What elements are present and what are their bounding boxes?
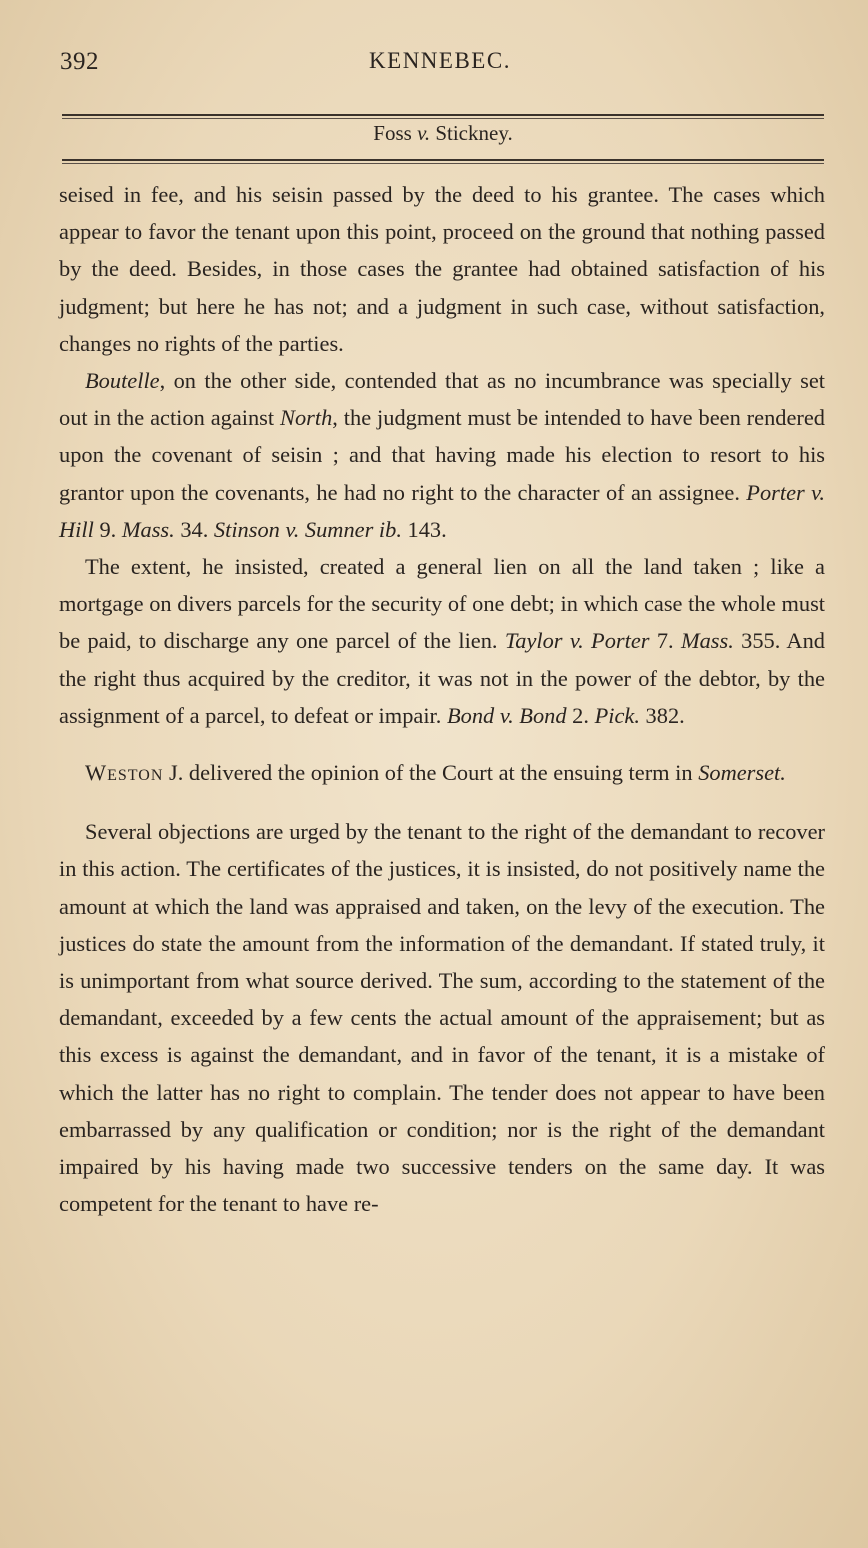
case-party-2: Stickney. (435, 121, 513, 145)
citation-porter-v-hill: Porter v. Hill (59, 479, 826, 542)
judge-name: Weston (85, 760, 164, 786)
paragraph-opinion: Several objections are urged by the tenant to the right of the demandant to recover in this action. The certificates of the justices, it is insisted, do not positively name the amount at which the land was appraised and taken, on the levy of the execution. The justices do state the amount from the information of the demandant. If stated truly, it is unimportant from what source derived. The sum, according to the statement of the demandant, exceeded by a few cents the actual amount of the appraisement; but as this excess is against the demandant, and in favor of the tenant, it is a mistake of which the latter has no right to complain. The tender does not appear to have been embarrassed by any qualification or condition; nor is the right of the demandant impaired by his having made two successive tenders on the same day. It was competent for the tenant to have re- (59, 819, 825, 1217)
citation-reporter-pick: Pick. (594, 702, 640, 728)
citation-reporter-mass: Mass. (121, 516, 175, 542)
citation-volume: 9. (93, 516, 122, 542)
citation-volume-2: 2. (566, 702, 595, 728)
citation-stinson-v-sumner: Stinson v. Sumner ib. (213, 516, 402, 542)
counsel-name: Boutelle (85, 368, 160, 394)
case-party-1: Foss (373, 121, 412, 145)
paragraph-3-text-b: 355. And the right thus acquired by the creditor, it was not in the power of the debtor, by the assignment of a parcel, to defeat or impair. (59, 628, 825, 728)
case-title (62, 121, 824, 146)
citation-page: 34. (174, 516, 214, 542)
paragraph-1: seised in fee, and his seisin passed by the deed to his grantee. The cases which appear to favor the tenant upon this point, proceed on the ground that nothing passed by the deed. Besides, in those cases the grantee had obtained satisfaction of his judgment; but here he has not; and a judgment in such case, without satisfaction, changes no rights of the parties. (59, 182, 825, 356)
place-name: Somerset. (698, 760, 786, 786)
citation-volume: 7. (649, 628, 681, 654)
citation-page-2: 143. (401, 516, 447, 542)
citation-reporter-mass: Mass. (680, 628, 734, 654)
paragraph-2 (59, 362, 825, 548)
paragraph-opinion-intro (59, 754, 825, 791)
header-rule-top-thin (62, 118, 824, 119)
page-header (60, 48, 820, 84)
header-rule-bottom-thin (62, 163, 824, 164)
body-text (59, 176, 825, 1222)
header-rule-top (62, 114, 824, 116)
paragraph-3-text-a: The extent, he insisted, created a general lien on all the land taken ; like a mortgage on divers parcels for the security of one debt; in which case the whole must be paid, to discharge any one parcel of the lien. (59, 554, 825, 654)
paragraph-3 (59, 548, 825, 734)
running-head: KENNEBEC. (369, 48, 511, 73)
citation-bond-v-bond: Bond v. Bond (446, 702, 567, 728)
paragraph-2-text-b: , the judgment must be intended to have been rendered upon the covenant of seisin ; and that having made his election to resort to his grantor upon the covenants, he had no right to the character of an assignee. (59, 405, 825, 505)
header-rule-bottom (62, 159, 824, 161)
citation-taylor-v-porter: Taylor v. Porter (504, 628, 650, 654)
case-versus: v. (417, 121, 431, 145)
paragraph-4-text: J. delivered the opinion of the Court at the ensuing term in (163, 760, 699, 786)
citation-page-3: 382. (639, 702, 685, 728)
page-number: 392 (60, 48, 99, 75)
party-name-north: North (280, 405, 333, 431)
paragraph-2-text-a: , on the other side, contended that as no incumbrance was specially set out in the action against (59, 368, 825, 431)
